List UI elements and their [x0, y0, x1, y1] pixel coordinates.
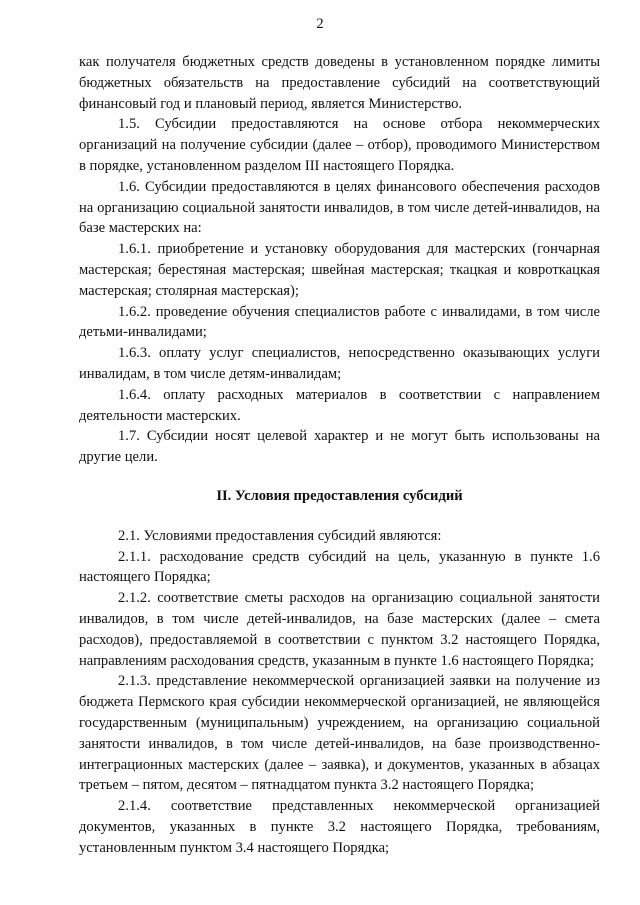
paragraph: 1.7. Субсидии носят целевой характер и не могут быть использованы на другие цели. [79, 428, 600, 466]
paragraph: 1.5. Субсидии предоставляются на основе отбора некоммерческих организаций на получение субсидии (далее – отбор), проводимого Министерством в порядке, установленном разделом III настоящего Порядка. [79, 116, 600, 174]
paragraph: как получателя бюджетных средств доведены в установленном порядке лимиты бюджетных обязательств на предоставление субсидий на соответствующий финансовый год и плановый период, является Министерство. [79, 54, 600, 112]
document-body [79, 52, 600, 858]
paragraph: 2.1.3. представление некоммерческой организацией заявки на получение из бюджета Пермского края субсидии некоммерческой организацией, не являющейся государственным (муниципальным) учреждением, на организацию социальной занятости инвалидов, в том числе детей-инвалидов, на базе производственно-интеграционных мастерских (далее – заявка), и документов, указанных в абзацах третьем – пятом, десятом – пятнадцатом пункта 3.2 настоящего Порядка; [79, 673, 600, 794]
section-heading: II. Условия предоставления субсидий [216, 487, 463, 504]
paragraph: 1.6.3. оплату услуг специалистов, непосредственно оказывающих услуги инвалидам, в том числе детям-инвалидам; [79, 345, 600, 382]
page-number: 2 [316, 16, 324, 32]
paragraph: 1.6.1. приобретение и установку оборудования для мастерских (гончарная мастерская; берестяная мастерская; швейная мастерская; ткацкая и ковроткацкая мастерская; столярная мастерская); [79, 241, 600, 299]
paragraph: 1.6.2. проведение обучения специалистов работе с инвалидами, в том числе детьми-инвалидами; [79, 303, 600, 341]
paragraph: 2.1.4. соответствие представленных некоммерческой организацией документов, указанных в пункте 3.2 настоящего Порядка, требованиям, установленным пунктом 3.4 настоящего Порядка; [79, 798, 600, 856]
paragraphs-before-section [79, 52, 600, 468]
paragraph: 2.1. Условиями предоставления субсидий являются: [118, 527, 442, 544]
paragraph: 2.1.2. соответствие сметы расходов на организацию социальной занятости инвалидов, в том числе детей-инвалидов, на базе мастерских (далее – смета расходов), предоставляемой в соответствии с пунктом 3.2 настоящего Порядка, направлениям расходования средств, указанным в пункте 1.6 настоящего Порядка; [79, 590, 600, 669]
paragraph: 2.1.1. расходование средств субсидий на цель, указанную в пункте 1.6 настоящего Порядка; [79, 548, 600, 586]
paragraph: 1.6. Субсидии предоставляются в целях финансового обеспечения расходов на организацию социальной занятости инвалидов, в том числе детей-инвалидов, на базе мастерских на: [79, 178, 600, 237]
paragraph: 1.6.4. оплату расходных материалов в соответствии с направлением деятельности мастерских. [79, 386, 600, 424]
paragraphs-after-section [79, 526, 600, 859]
